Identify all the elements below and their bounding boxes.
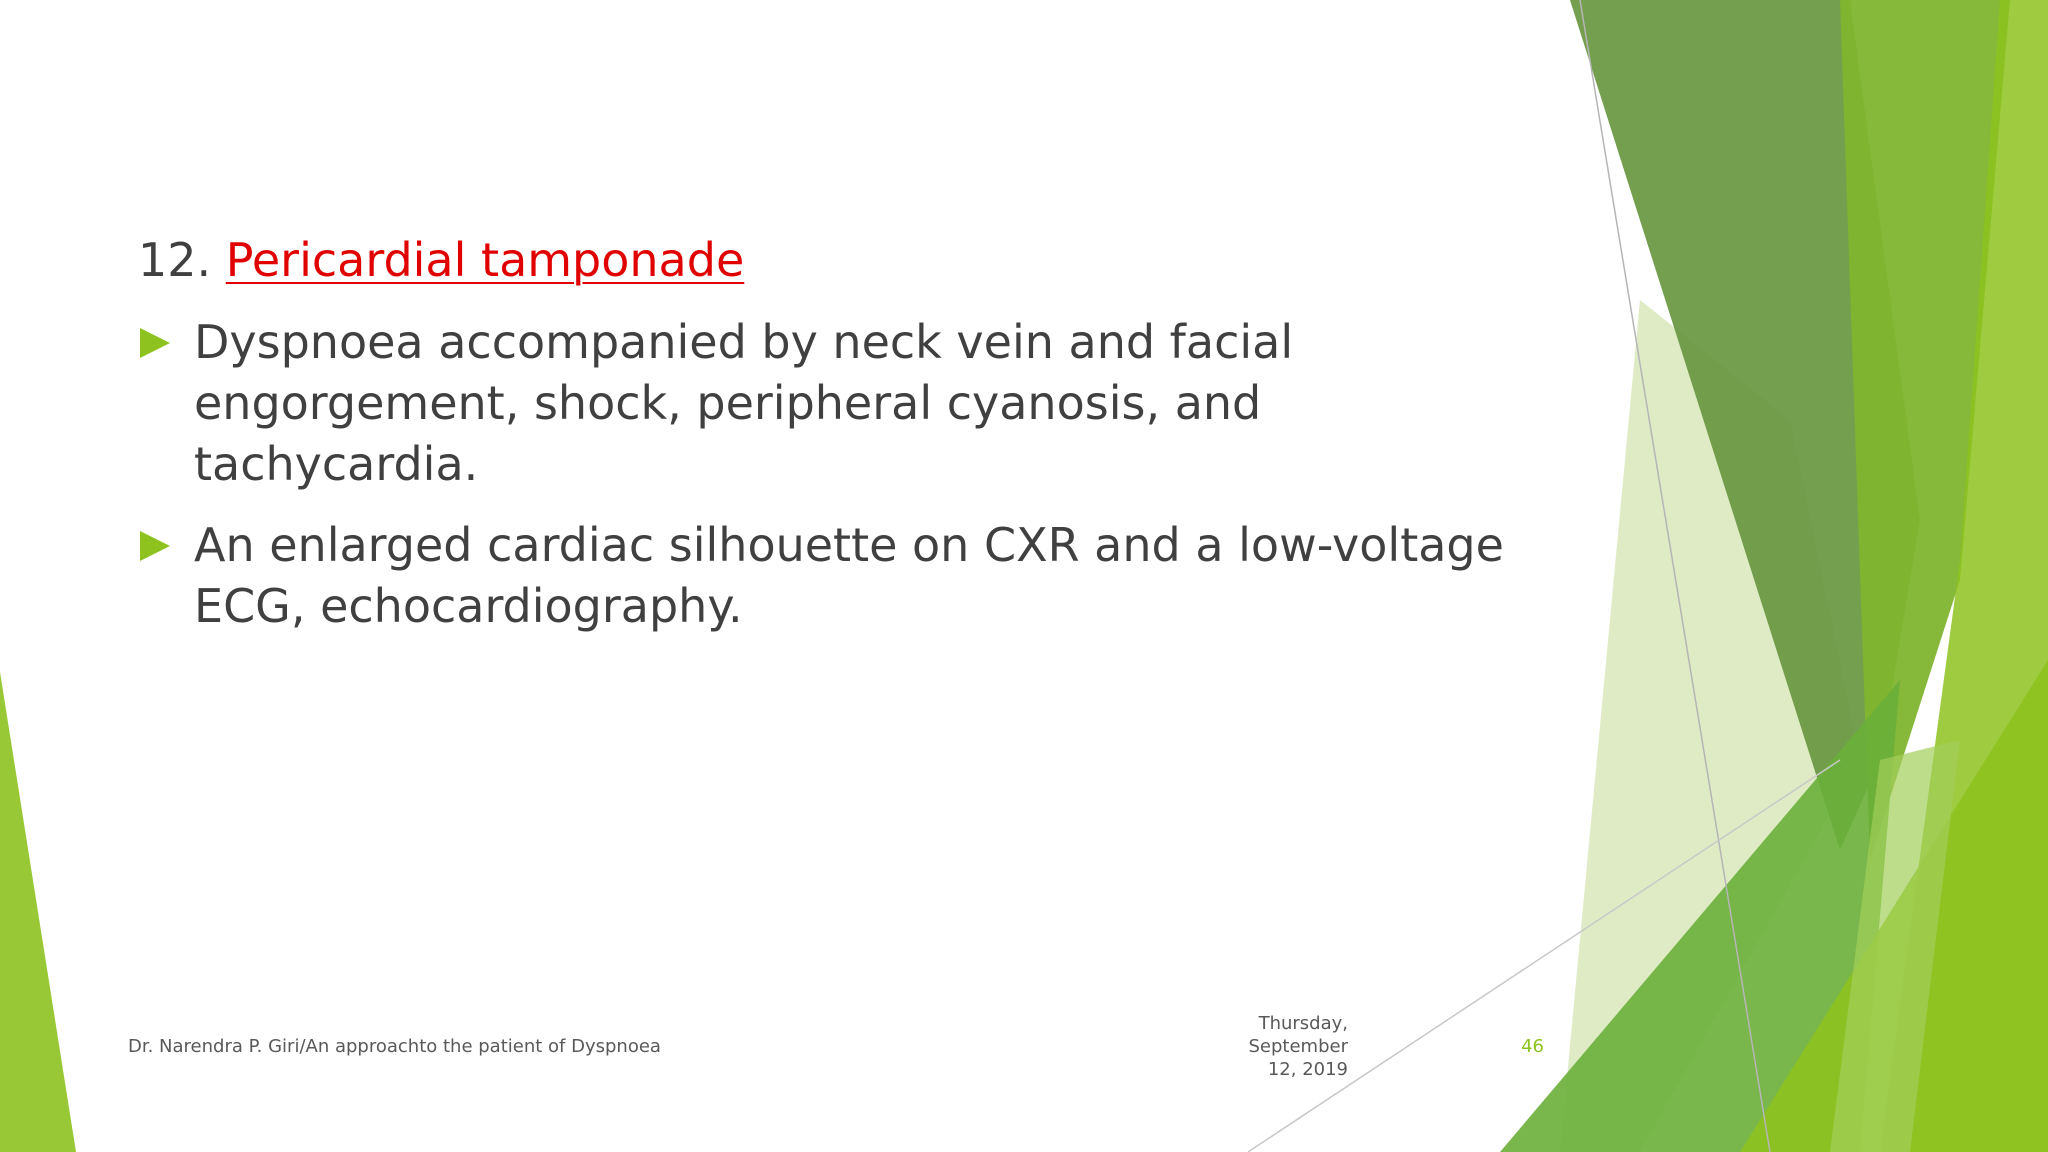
bullet-item-1 [138,312,1558,495]
heading-number: 12. [138,233,212,287]
green-triangle-bullet-icon [140,531,170,561]
bullet-text-2: An enlarged cardiac silhouette on CXR and a low-voltage ECG, echocardiography. [194,518,1504,633]
green-triangle-bullet-icon [140,328,170,358]
left-green-facet [0,672,76,1152]
footer-date-line-1: Thursday, [1258,1013,1348,1034]
page-number: 46 [1521,1036,1544,1057]
bullet-text-1: Dyspnoea accompanied by neck vein and facial engorgement, shock, peripheral cyanosis, and tachycardia. [194,315,1294,491]
footer-date-line-3: 12, 2019 [1267,1059,1348,1080]
heading-topic-link[interactable]: Pericardial tamponade [225,233,745,287]
footer-author-title: Dr. Narendra P. Giri/An approachto the patient of Dyspnoea [128,1036,661,1057]
bullet-item-2 [138,515,1558,637]
footer-date-line-2: September [1248,1036,1348,1057]
slide-body [138,232,1558,657]
slide-heading [138,232,1558,288]
footer-date [1220,1012,1348,1081]
